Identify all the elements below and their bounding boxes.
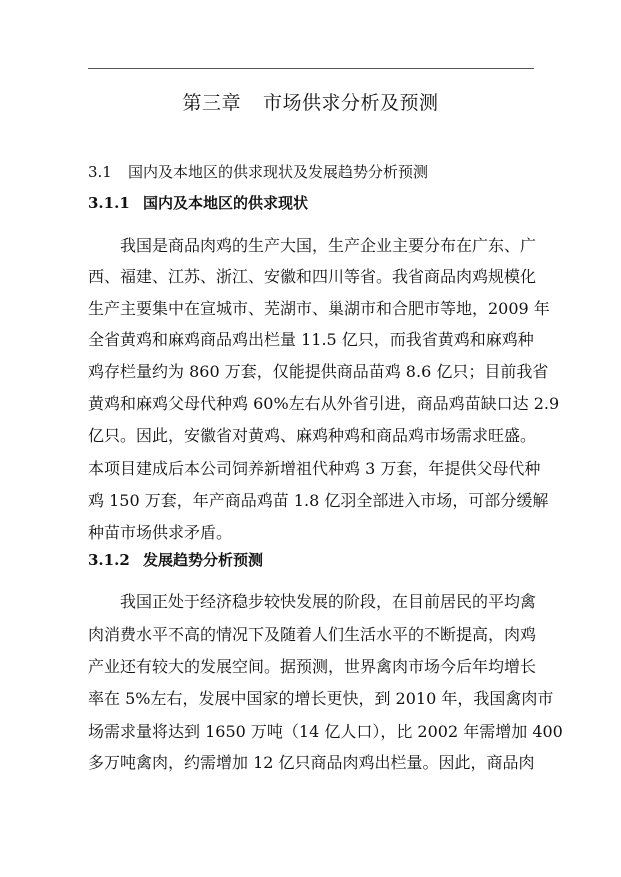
subsection-number: 3.1.1 xyxy=(88,194,130,212)
body-line: 我国是商品肉鸡的生产大国，生产企业主要分布在广东、广 xyxy=(88,236,537,255)
subsection-number: 3.1.2 xyxy=(88,551,130,569)
body-line: 西、福建、江苏、浙江、安徽和四川等省。我省商品肉鸡规模化 xyxy=(88,267,537,286)
body-line: 鸡存栏量约为 860 万套，仅能提供商品苗鸡 8.6 亿只；目前我省 xyxy=(88,362,549,381)
subsection-heading xyxy=(88,192,308,213)
body-line: 鸡 150 万套，年产商品鸡苗 1.8 亿羽全部进入市场，可部分缓解 xyxy=(88,491,549,510)
body-line: 场需求量将达到 1650 万吨（14 亿人口），比 2002 年需增加 400 xyxy=(88,722,563,741)
body-line: 种苗市场供求矛盾。 xyxy=(88,523,233,542)
subsection-title: 国内及本地区的供求现状 xyxy=(143,194,309,212)
body-line: 我国正处于经济稳步较快发展的阶段，在目前居民的平均禽 xyxy=(88,592,537,611)
body-line: 肉消费水平不高的情况下及随着人们生活水平的不断提高，肉鸡 xyxy=(88,625,537,644)
body-line: 多万吨禽肉，约需增加 12 亿只商品肉鸡出栏量。因此，商品肉 xyxy=(88,753,535,772)
header-rule xyxy=(88,68,534,69)
body-line: 全省黄鸡和麻鸡商品鸡出栏量 11.5 亿只，而我省黄鸡和麻鸡种 xyxy=(88,330,534,349)
chapter-title: 市场供求分析及预测 xyxy=(263,92,439,114)
body-line: 本项目建成后本公司饲养新增祖代种鸡 3 万套，年提供父母代种 xyxy=(88,459,541,478)
section-number: 3.1 xyxy=(88,163,112,181)
body-line: 率在 5%左右，发展中国家的增长更快，到 2010 年，我国禽肉市 xyxy=(88,689,554,708)
chapter-number: 第三章 xyxy=(182,92,241,114)
section-heading xyxy=(88,161,428,182)
body-line: 产业还有较大的发展空间。据预测，世界禽肉市场今后年均增长 xyxy=(88,657,537,676)
chapter-heading xyxy=(0,88,621,115)
subsection-title: 发展趋势分析预测 xyxy=(143,551,264,569)
section-title: 国内及本地区的供求现状及发展趋势分析预测 xyxy=(128,163,429,181)
subsection-heading xyxy=(88,549,263,570)
body-line: 黄鸡和麻鸡父母代种鸡 60%左右从外省引进，商品鸡苗缺口达 2.9 xyxy=(88,394,560,413)
body-line: 亿只。因此，安徽省对黄鸡、麻鸡种鸡和商品鸡市场需求旺盛。 xyxy=(88,426,537,445)
body-line: 生产主要集中在宣城市、芜湖市、巢湖市和合肥市等地，2009 年 xyxy=(88,299,550,318)
